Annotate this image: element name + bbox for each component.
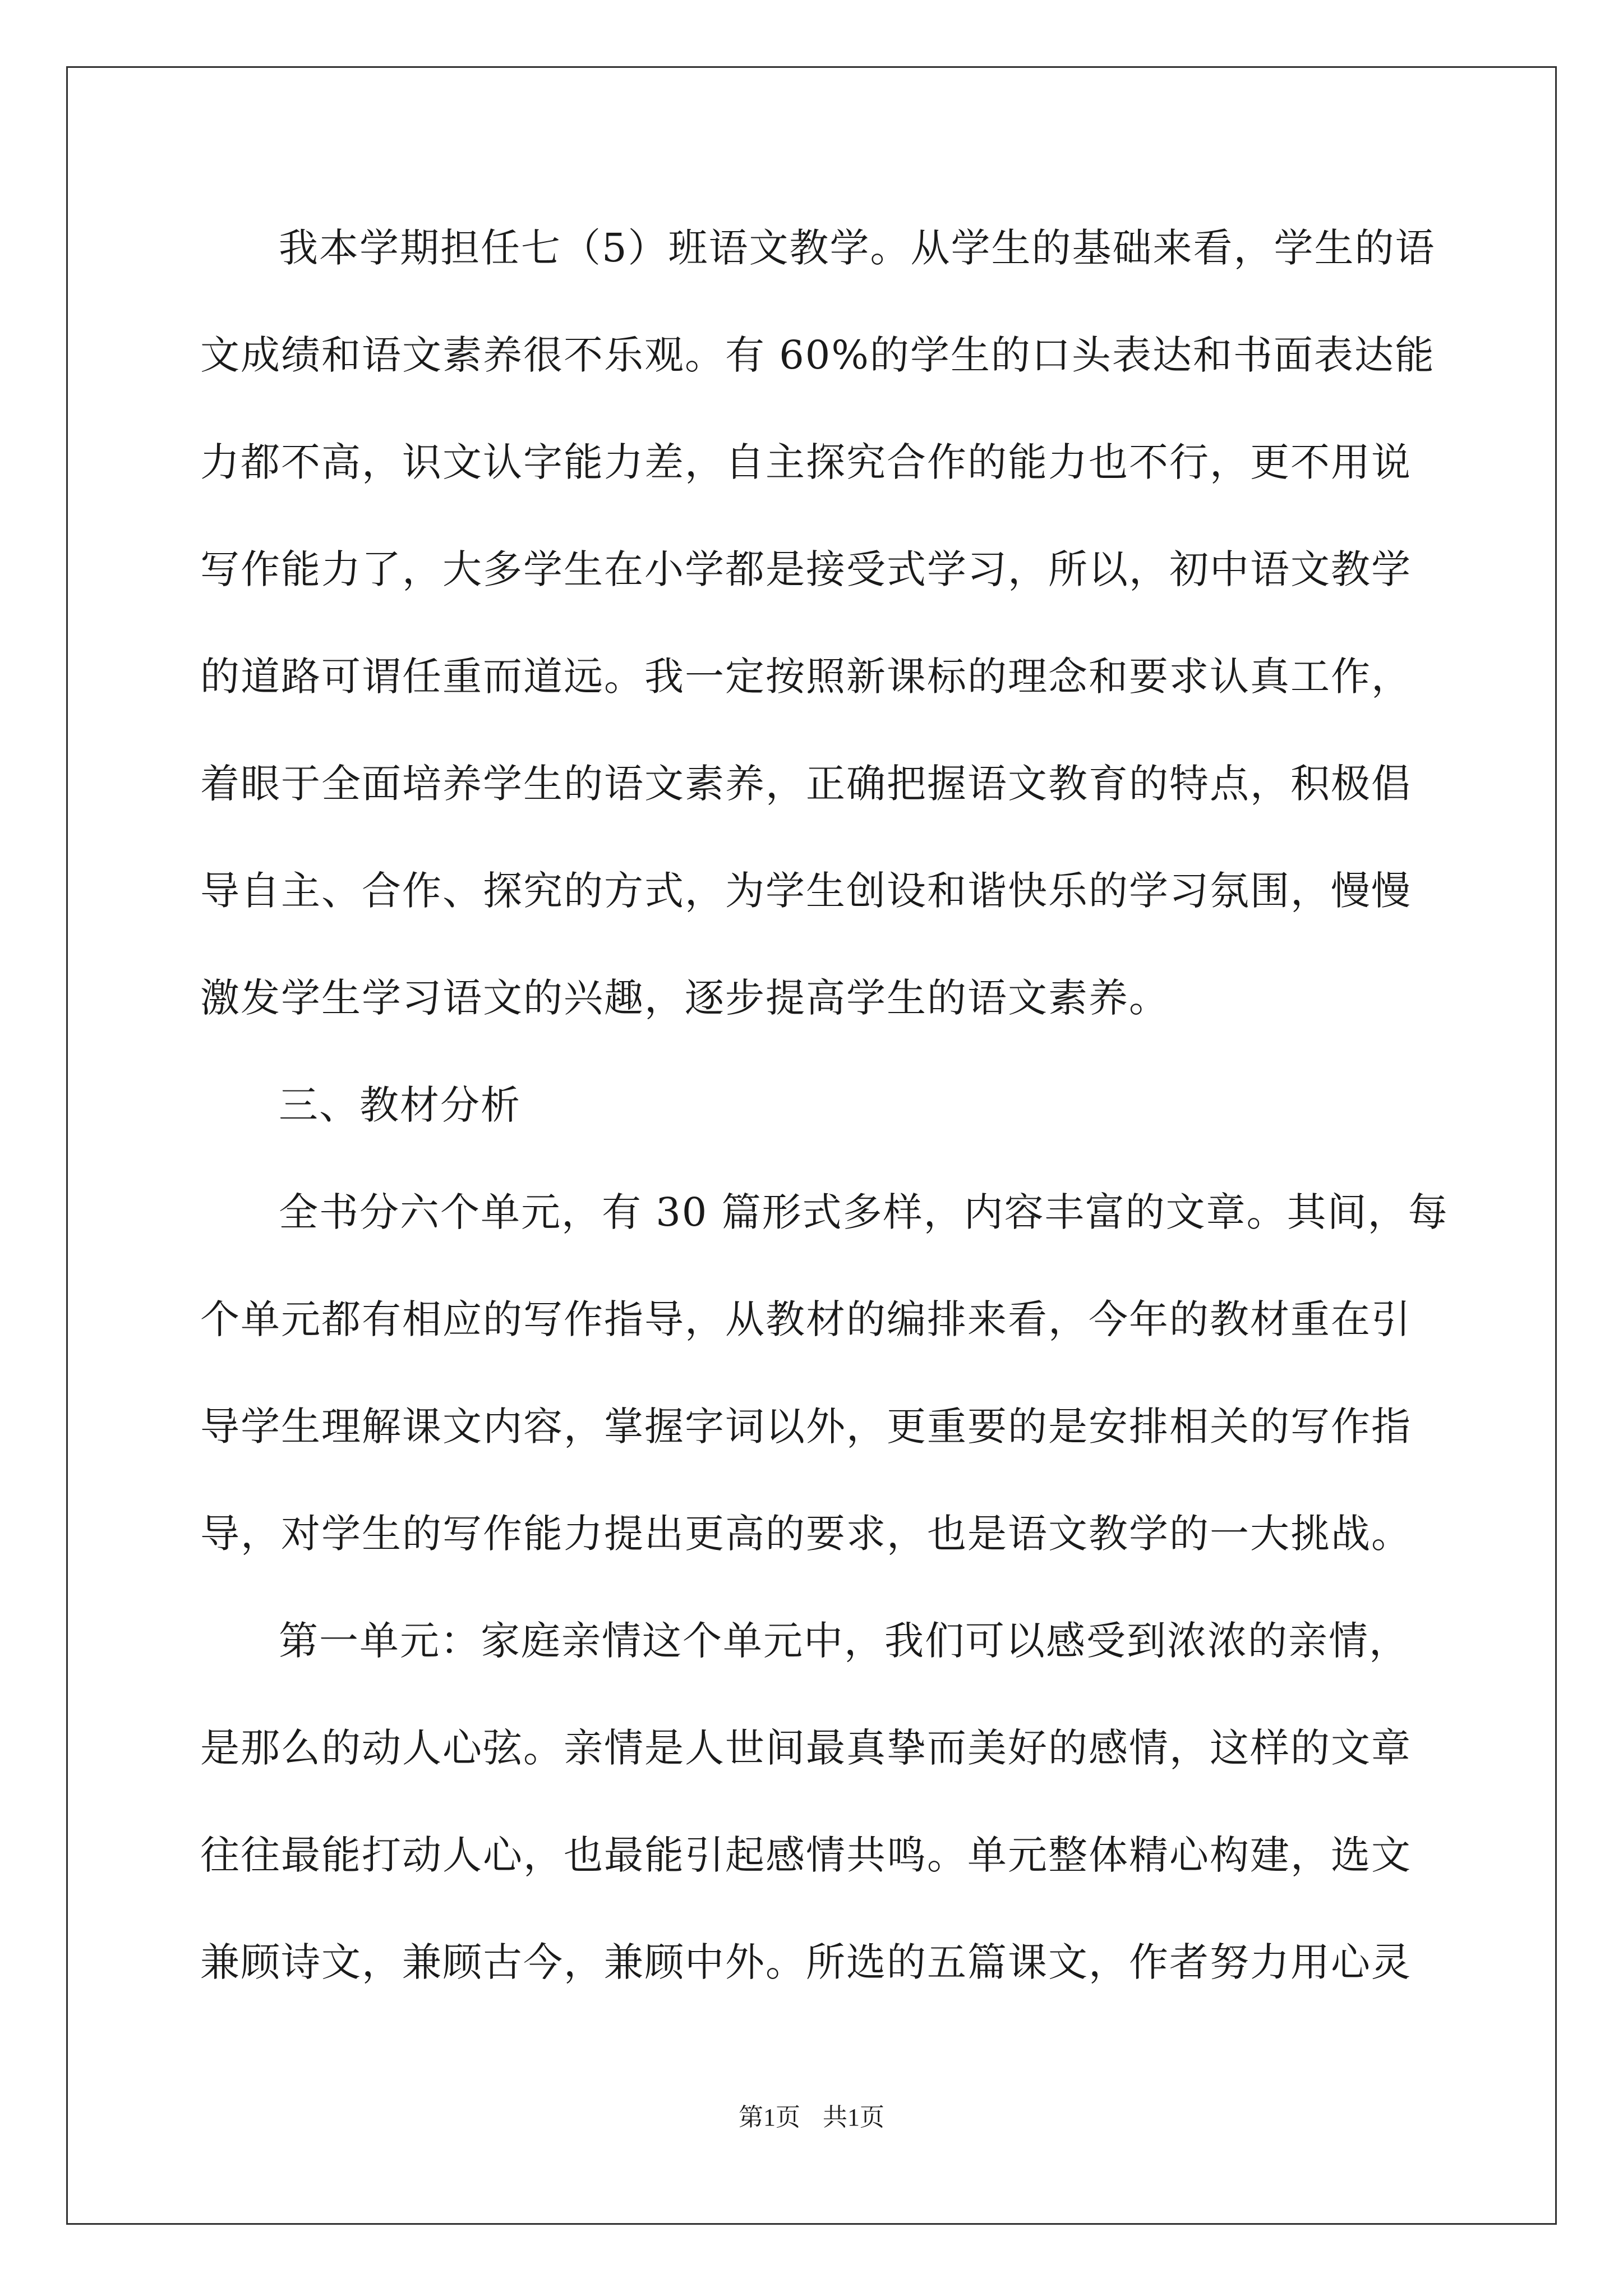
- text-line: 文成绩和语文素养很不乐观。有 60%的学生的口头表达和书面表达能: [200, 332, 1435, 378]
- text-line: 是那么的动人心弦。亲情是人世间最真挚而美好的感情，这样的文章: [200, 1725, 1412, 1771]
- page-footer: [0, 2101, 1623, 2134]
- text-line: 导，对学生的写作能力提出更高的要求，也是语文教学的一大挑战。: [200, 1511, 1412, 1557]
- page-total: 共1页: [823, 2104, 884, 2131]
- section-heading: 三、教材分析: [279, 1082, 521, 1128]
- text-line: 兼顾诗文，兼顾古今，兼顾中外。所选的五篇课文，作者努力用心灵: [200, 1939, 1412, 1985]
- document-body: [200, 209, 1449, 2030]
- text-line: 导自主、合作、探究的方式，为学生创设和谐快乐的学习氛围，慢慢: [200, 868, 1412, 914]
- text-line: 往往最能打动人心，也最能引起感情共鸣。单元整体精心构建，选文: [200, 1832, 1412, 1878]
- page-number: 第1页: [739, 2104, 800, 2131]
- text-line: 力都不高，识文认字能力差，自主探究合作的能力也不行，更不用说: [200, 439, 1412, 485]
- text-line: 的道路可谓任重而道远。我一定按照新课标的理念和要求认真工作，: [200, 654, 1412, 700]
- text-line: 写作能力了，大多学生在小学都是接受式学习，所以，初中语文教学: [200, 546, 1412, 592]
- text-line: 我本学期担任七（5）班语文教学。从学生的基础来看，学生的语: [279, 225, 1436, 271]
- text-line: 导学生理解课文内容，掌握字词以外，更重要的是安排相关的写作指: [200, 1404, 1412, 1450]
- text-line: 着眼于全面培养学生的语文素养，正确把握语文教育的特点，积极倡: [200, 761, 1412, 807]
- text-line: 个单元都有相应的写作指导，从教材的编排来看，今年的教材重在引: [200, 1296, 1412, 1342]
- text-line: 激发学生学习语文的兴趣，逐步提高学生的语文素养。: [200, 975, 1169, 1021]
- text-line: 全书分六个单元，有 30 篇形式多样，内容丰富的文章。其间，每: [279, 1189, 1449, 1235]
- text-line: 第一单元：家庭亲情这个单元中，我们可以感受到浓浓的亲情，: [279, 1618, 1409, 1664]
